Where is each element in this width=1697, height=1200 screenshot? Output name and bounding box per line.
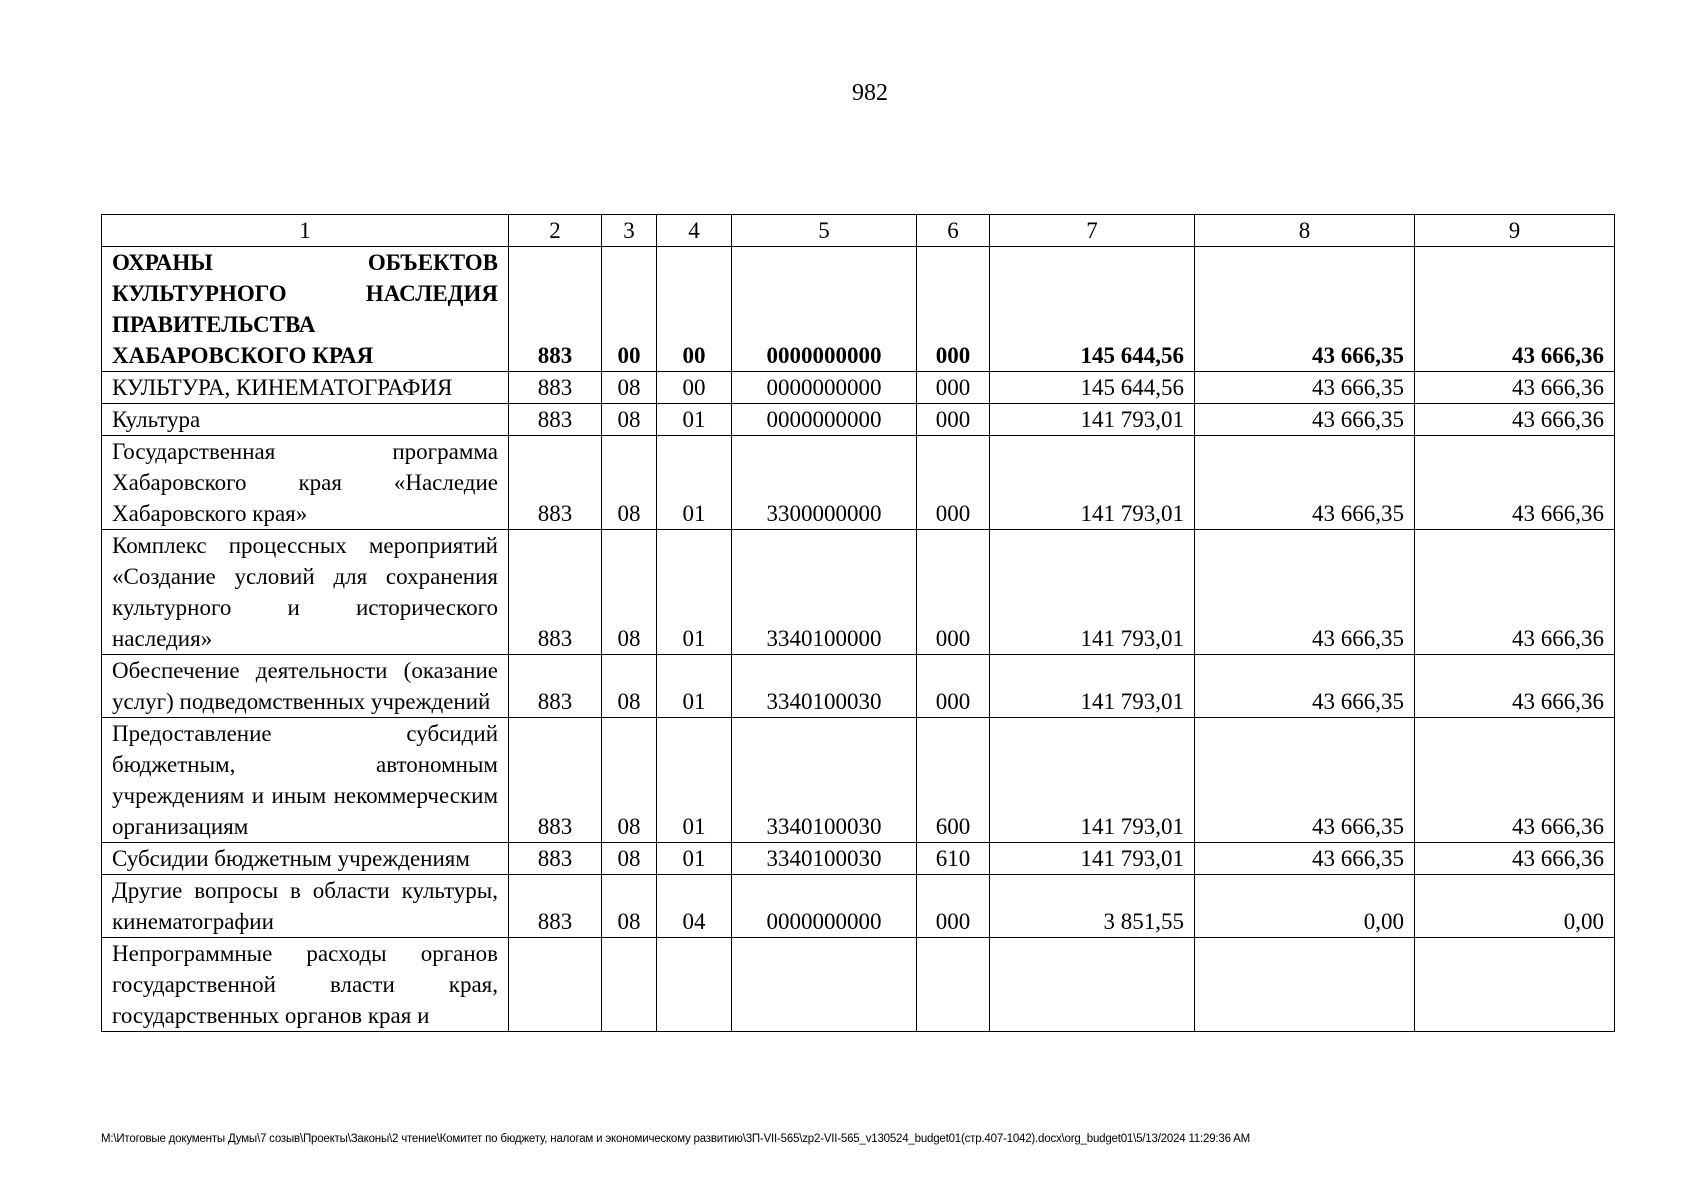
subsection-code-cell: 01 (657, 436, 732, 530)
amount-col7-cell: 3 851,55 (990, 875, 1195, 938)
header-cell: 6 (917, 215, 990, 247)
section-code-cell: 08 (602, 404, 657, 436)
amount-col9-cell (1415, 938, 1615, 1032)
header-cell: 4 (657, 215, 732, 247)
admin-code-cell: 883 (509, 247, 602, 372)
subsection-code-cell: 00 (657, 372, 732, 404)
row-name-cell: Культура (102, 404, 509, 436)
admin-code-cell (509, 938, 602, 1032)
amount-col9-cell: 43 666,36 (1415, 247, 1615, 372)
amount-col9-cell: 43 666,36 (1415, 843, 1615, 875)
target-article-cell: 0000000000 (732, 404, 917, 436)
table-row (102, 655, 1615, 718)
subsection-code-cell: 04 (657, 875, 732, 938)
row-name-cell: Комплекс процессных мероприятий «Создание условий для сохранения культурного и исторического наследия» (102, 530, 509, 655)
amount-col8-cell: 43 666,35 (1195, 530, 1415, 655)
expense-type-cell: 000 (917, 875, 990, 938)
table-row (102, 247, 1615, 372)
row-name-cell: Непрограммные расходы органов государственной власти края, государственных органов края и (102, 938, 509, 1032)
section-code-cell (602, 938, 657, 1032)
expense-type-cell: 610 (917, 843, 990, 875)
expense-type-cell: 000 (917, 372, 990, 404)
expense-type-cell (917, 938, 990, 1032)
expense-type-cell: 600 (917, 718, 990, 843)
amount-col7-cell: 141 793,01 (990, 404, 1195, 436)
amount-col8-cell (1195, 938, 1415, 1032)
expense-type-cell: 000 (917, 247, 990, 372)
amount-col7-cell (990, 938, 1195, 1032)
amount-col7-cell: 141 793,01 (990, 655, 1195, 718)
section-code-cell: 08 (602, 372, 657, 404)
target-article-cell: 3340100030 (732, 718, 917, 843)
target-article-cell: 0000000000 (732, 875, 917, 938)
row-name-cell: КУЛЬТУРА, КИНЕМАТОГРАФИЯ (102, 372, 509, 404)
expense-type-cell: 000 (917, 655, 990, 718)
file-path-footer: M:\Итоговые документы Думы\7 созыв\Проекты\Законы\2 чтение\Комитет по бюджету, налогам и экономическому развитию\3П-VII-565\zp2-VII-565_v130524_budget01(стр.407-1042).docx\org_budget01\5/13/2024 11:29:36 AM (101, 1133, 1250, 1145)
admin-code-cell: 883 (509, 843, 602, 875)
subsection-code-cell: 00 (657, 247, 732, 372)
target-article-cell (732, 938, 917, 1032)
section-code-cell: 08 (602, 655, 657, 718)
amount-col8-cell: 43 666,35 (1195, 404, 1415, 436)
amount-col8-cell: 0,00 (1195, 875, 1415, 938)
target-article-cell: 3340100000 (732, 530, 917, 655)
amount-col7-cell: 141 793,01 (990, 718, 1195, 843)
section-code-cell: 08 (602, 436, 657, 530)
row-name-cell: ОХРАНЫ ОБЪЕКТОВ КУЛЬТУРНОГО НАСЛЕДИЯ ПРАВИТЕЛЬСТВА ХАБАРОВСКОГО КРАЯ (102, 247, 509, 372)
amount-col7-cell: 145 644,56 (990, 247, 1195, 372)
target-article-cell: 0000000000 (732, 372, 917, 404)
subsection-code-cell (657, 938, 732, 1032)
amount-col9-cell: 43 666,36 (1415, 404, 1615, 436)
table-row (102, 875, 1615, 938)
amount-col8-cell: 43 666,35 (1195, 436, 1415, 530)
admin-code-cell: 883 (509, 718, 602, 843)
amount-col9-cell: 43 666,36 (1415, 372, 1615, 404)
table-row (102, 718, 1615, 843)
header-cell: 7 (990, 215, 1195, 247)
amount-col9-cell: 43 666,36 (1415, 718, 1615, 843)
subsection-code-cell: 01 (657, 718, 732, 843)
table-row (102, 938, 1615, 1032)
row-name-cell: Предоставление субсидий бюджетным, автономным учреждениям и иным некоммерческим организациям (102, 718, 509, 843)
subsection-code-cell: 01 (657, 843, 732, 875)
header-cell: 1 (102, 215, 509, 247)
header-cell: 5 (732, 215, 917, 247)
budget-table (101, 214, 1615, 1032)
page-number: 982 (852, 80, 888, 106)
table-row (102, 404, 1615, 436)
subsection-code-cell: 01 (657, 404, 732, 436)
expense-type-cell: 000 (917, 530, 990, 655)
section-code-cell: 08 (602, 718, 657, 843)
amount-col7-cell: 141 793,01 (990, 843, 1195, 875)
admin-code-cell: 883 (509, 875, 602, 938)
section-code-cell: 08 (602, 875, 657, 938)
amount-col7-cell: 141 793,01 (990, 436, 1195, 530)
amount-col7-cell: 141 793,01 (990, 530, 1195, 655)
target-article-cell: 3340100030 (732, 843, 917, 875)
header-cell: 8 (1195, 215, 1415, 247)
admin-code-cell: 883 (509, 436, 602, 530)
admin-code-cell: 883 (509, 372, 602, 404)
amount-col8-cell: 43 666,35 (1195, 718, 1415, 843)
amount-col9-cell: 0,00 (1415, 875, 1615, 938)
row-name-cell: Государственная программа Хабаровского края «Наследие Хабаровского края» (102, 436, 509, 530)
row-name-cell: Другие вопросы в области культуры, кинематографии (102, 875, 509, 938)
amount-col9-cell: 43 666,36 (1415, 655, 1615, 718)
header-row (102, 215, 1615, 247)
amount-col9-cell: 43 666,36 (1415, 530, 1615, 655)
header-cell: 9 (1415, 215, 1615, 247)
expense-type-cell: 000 (917, 404, 990, 436)
section-code-cell: 08 (602, 530, 657, 655)
header-cell: 3 (602, 215, 657, 247)
target-article-cell: 3340100030 (732, 655, 917, 718)
section-code-cell: 00 (602, 247, 657, 372)
table-row (102, 530, 1615, 655)
amount-col8-cell: 43 666,35 (1195, 372, 1415, 404)
amount-col9-cell: 43 666,36 (1415, 436, 1615, 530)
row-name-cell: Обеспечение деятельности (оказание услуг) подведомственных учреждений (102, 655, 509, 718)
amount-col7-cell: 145 644,56 (990, 372, 1195, 404)
table-row (102, 843, 1615, 875)
section-code-cell: 08 (602, 843, 657, 875)
table-row (102, 372, 1615, 404)
amount-col8-cell: 43 666,35 (1195, 843, 1415, 875)
amount-col8-cell: 43 666,35 (1195, 655, 1415, 718)
target-article-cell: 3300000000 (732, 436, 917, 530)
admin-code-cell: 883 (509, 530, 602, 655)
table-row (102, 436, 1615, 530)
subsection-code-cell: 01 (657, 530, 732, 655)
subsection-code-cell: 01 (657, 655, 732, 718)
admin-code-cell: 883 (509, 404, 602, 436)
amount-col8-cell: 43 666,35 (1195, 247, 1415, 372)
target-article-cell: 0000000000 (732, 247, 917, 372)
expense-type-cell: 000 (917, 436, 990, 530)
admin-code-cell: 883 (509, 655, 602, 718)
header-cell: 2 (509, 215, 602, 247)
row-name-cell: Субсидии бюджетным учреждениям (102, 843, 509, 875)
